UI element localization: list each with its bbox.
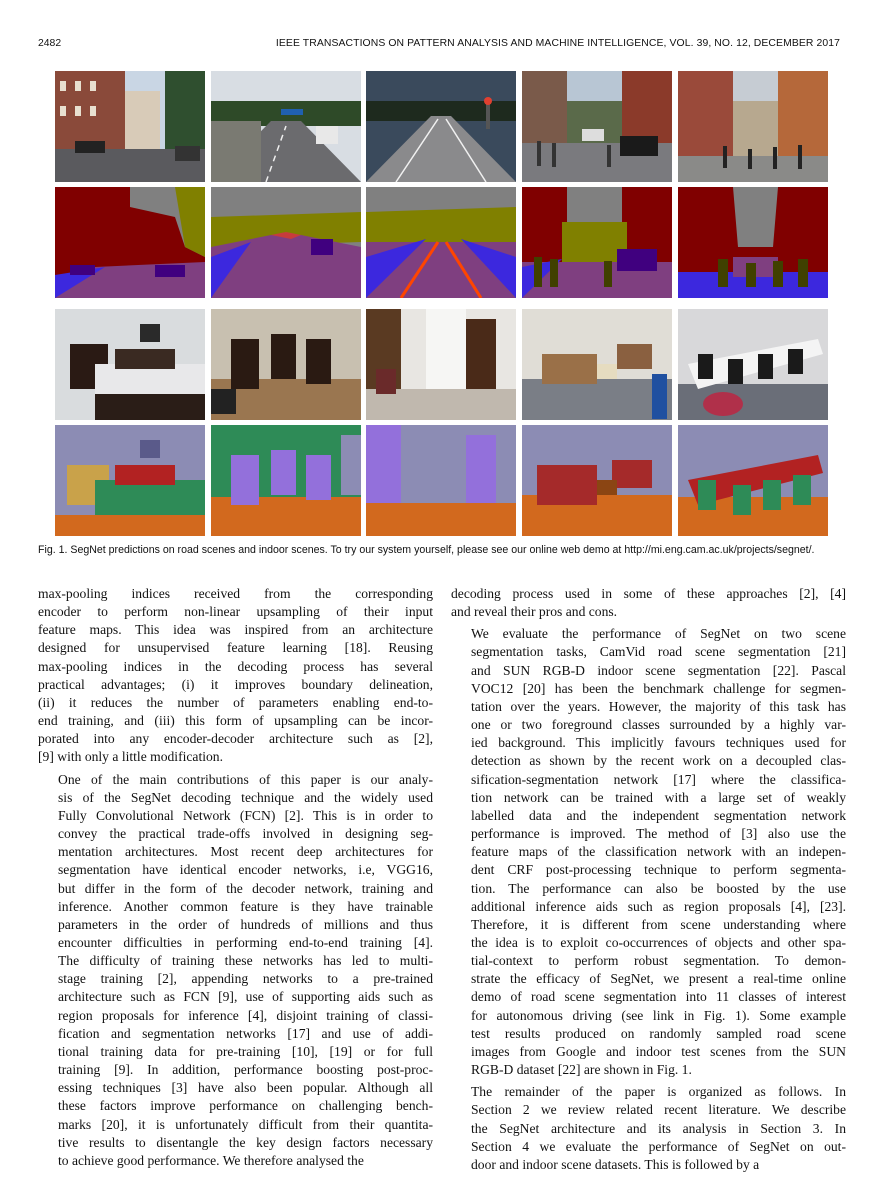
text-line: marks [20], it is unfortunately difficult from their quantita- [58,1116,433,1132]
indoor-segmentation-3 [366,425,516,536]
journal-running-head: IEEE TRANSACTIONS ON PATTERN ANALYSIS AND MACHINE INTELLIGENCE, VOL. 39, NO. 12, DECEMBER 2017 [275,38,840,49]
paragraph [451,1083,846,1174]
text-line: We evaluate the performance of SegNet on two scene [471,626,846,642]
text-line: (ii) it reduces the number of parameters enabling end-to- [38,694,433,710]
text-line: encounter difficulties in performing end-to-end training [4]. [58,934,433,950]
text-line: labelled data and the independent segmentation network [471,807,846,823]
indoor-segmentation-5 [678,425,828,536]
text-line: decoding process used in some of these approaches [2], [4] [451,586,846,601]
text-line: tive results to disentangle the key design factors necessary [58,1134,433,1150]
road-segmentation-1 [55,187,205,298]
figure-caption: Fig. 1. SegNet predictions on road scenes and indoor scenes. To try our system yourself, please see our online web demo at http://mi.eng.cam.ac.uk/projects/segnet/. [38,544,815,556]
text-line: [9] with only a little modification. [38,749,223,765]
text-line: parameters in the order of hundreds of millions and thus [58,916,433,932]
text-line: convey the practical trade-offs involved in designing seg- [58,826,433,842]
text-line: strate the efficacy of SegNet, we present a real-time online [471,971,846,987]
indoor-photo-5 [678,309,828,420]
text-line: demo of road scene segmentation into 11 classes of interest [471,989,846,1005]
text-line: but differ in the form of the decoder network, training and [58,880,433,896]
text-line: practical advantages; (i) it improves boundary delineation, [38,676,433,692]
text-line: The remainder of the paper is organized as follows. In [471,1084,846,1100]
running-header [38,38,840,54]
text-line: door and indoor scene datasets. This is followed by a [471,1156,760,1172]
text-line: fication and segmentation networks [17] and use of addi- [58,1025,433,1041]
text-line: Section 2 we review related recent literature. We describe [471,1102,846,1118]
paragraph [38,771,433,1170]
text-line: training [9]. In addition, performance boosting post-proc- [58,1062,433,1078]
text-line: max-pooling indices in the decoding process has several [38,658,433,674]
text-line: The difficulty of training these networks has led to multi- [58,953,433,969]
indoor-segmentation-1 [55,425,205,536]
text-line: architecture such as FCN [9], use of supporting aids such as [58,989,433,1005]
text-line: mentation architectures. Most recent deep architectures for [58,844,433,860]
text-line: VOC12 [20] has been the benchmark challenge for segmen- [471,680,846,696]
text-line: performance is improved. The method of [3] also use the [471,826,846,842]
paragraph [451,625,846,1079]
road-photo-2 [211,71,361,182]
text-line: to achieve good performance. We therefore analysed the [58,1152,364,1168]
text-line: encoder to perform non-linear upsampling of their input [38,604,433,620]
text-line: sis of the SegNet decoding technique and the widely used [58,789,433,805]
text-line: inference. Another common feature is they have trainable [58,898,433,914]
text-line: tial-context to perform robust segmentation. To demon- [471,953,846,969]
text-line: and reveal their pros and cons. [451,604,618,620]
text-line: RGB-D dataset [22] are shown in Fig. 1. [471,1062,692,1078]
road-segmentation-3 [366,187,516,298]
road-photo-4 [522,71,672,182]
text-line: tion. The performance can also be boosted by the use [471,880,846,896]
text-line: sification-segmentation network [17] where the classifica- [471,771,846,787]
text-line: segmentation have identical encoder networks, i.e, VGG16, [58,862,433,878]
text-line: images from Google and indoor test scenes from the SUN [471,1043,846,1059]
text-line: tional training data for pre-training [10], [19] or for full [58,1043,433,1059]
indoor-photo-4 [522,309,672,420]
text-line: additional inference aids such as region proposals [4], [23]. [471,898,846,914]
text-line: dent CRF post-processing technique to perform segmenta- [471,862,846,878]
indoor-segmentation-2 [211,425,361,536]
text-line: ied background. This implicitly favours techniques used for [471,735,846,751]
text-line: Therefore, it is different from scene understanding where [471,916,846,932]
left-column [38,585,433,1170]
text-line: feature maps. This idea was inspired from an architecture [38,622,433,638]
paragraph [451,585,846,621]
text-line: stage training [2], appending networks to a pre-trained [58,971,433,987]
text-line: Section 4 we evaluate the performance of SegNet on out- [471,1138,846,1154]
figure-1-grid [55,71,828,536]
text-line: one or two foreground classes surrounded by a highly var- [471,717,846,733]
text-line: test results produced on randomly sampled road scene [471,1025,846,1041]
road-segmentation-4 [522,187,672,298]
text-line: max-pooling indices received from the corresponding [38,586,433,601]
text-line: segmentation tasks, CamVid road scene segmentation [21] [471,644,846,660]
text-line: tion network can be trained with a large set of weakly [471,789,846,805]
indoor-photo-1 [55,309,205,420]
road-photo-3 [366,71,516,182]
text-line: feature maps of the classification network with an indepen- [471,844,846,860]
paragraph [38,585,433,767]
text-line: for autonomous driving (see link in Fig. 1). Some example [471,1007,846,1023]
text-line: essing techniques [3] have also been popular. Although all [58,1080,433,1096]
road-photo-5 [678,71,828,182]
text-line: porated into any encoder-decoder architecture such as [2], [38,731,433,747]
text-line: these factors improve performance on challenging bench- [58,1098,433,1114]
right-column [451,585,846,1174]
text-line: Fully Convolutional Network (FCN) [2]. This is in order to [58,807,433,823]
text-line: tation over the years. However, the majority of this task has [471,698,846,714]
text-line: the SegNet architecture and its analysis in Section 3. In [471,1120,846,1136]
page-number: 2482 [38,38,62,49]
indoor-photo-2 [211,309,361,420]
text-line: One of the main contributions of this paper is our analy- [58,771,433,787]
text-line: end training, and (iii) this form of upsampling can be incor- [38,713,433,729]
text-line: detection as shown by the recent work on a decoupled clas- [471,753,846,769]
indoor-photo-3 [366,309,516,420]
text-line: the idea is to exploit co-occurrences of objects and other spa- [471,934,846,950]
text-line: designed for unsupervised feature learning [18]. Reusing [38,640,433,656]
road-photo-1 [55,71,205,182]
text-line: and SUN RGB-D indoor scene segmentation [22]. Pascal [471,662,846,678]
indoor-segmentation-4 [522,425,672,536]
road-segmentation-2 [211,187,361,298]
text-line: region proposals for inference [4], disjoint training of classi- [58,1007,433,1023]
road-segmentation-5 [678,187,828,298]
